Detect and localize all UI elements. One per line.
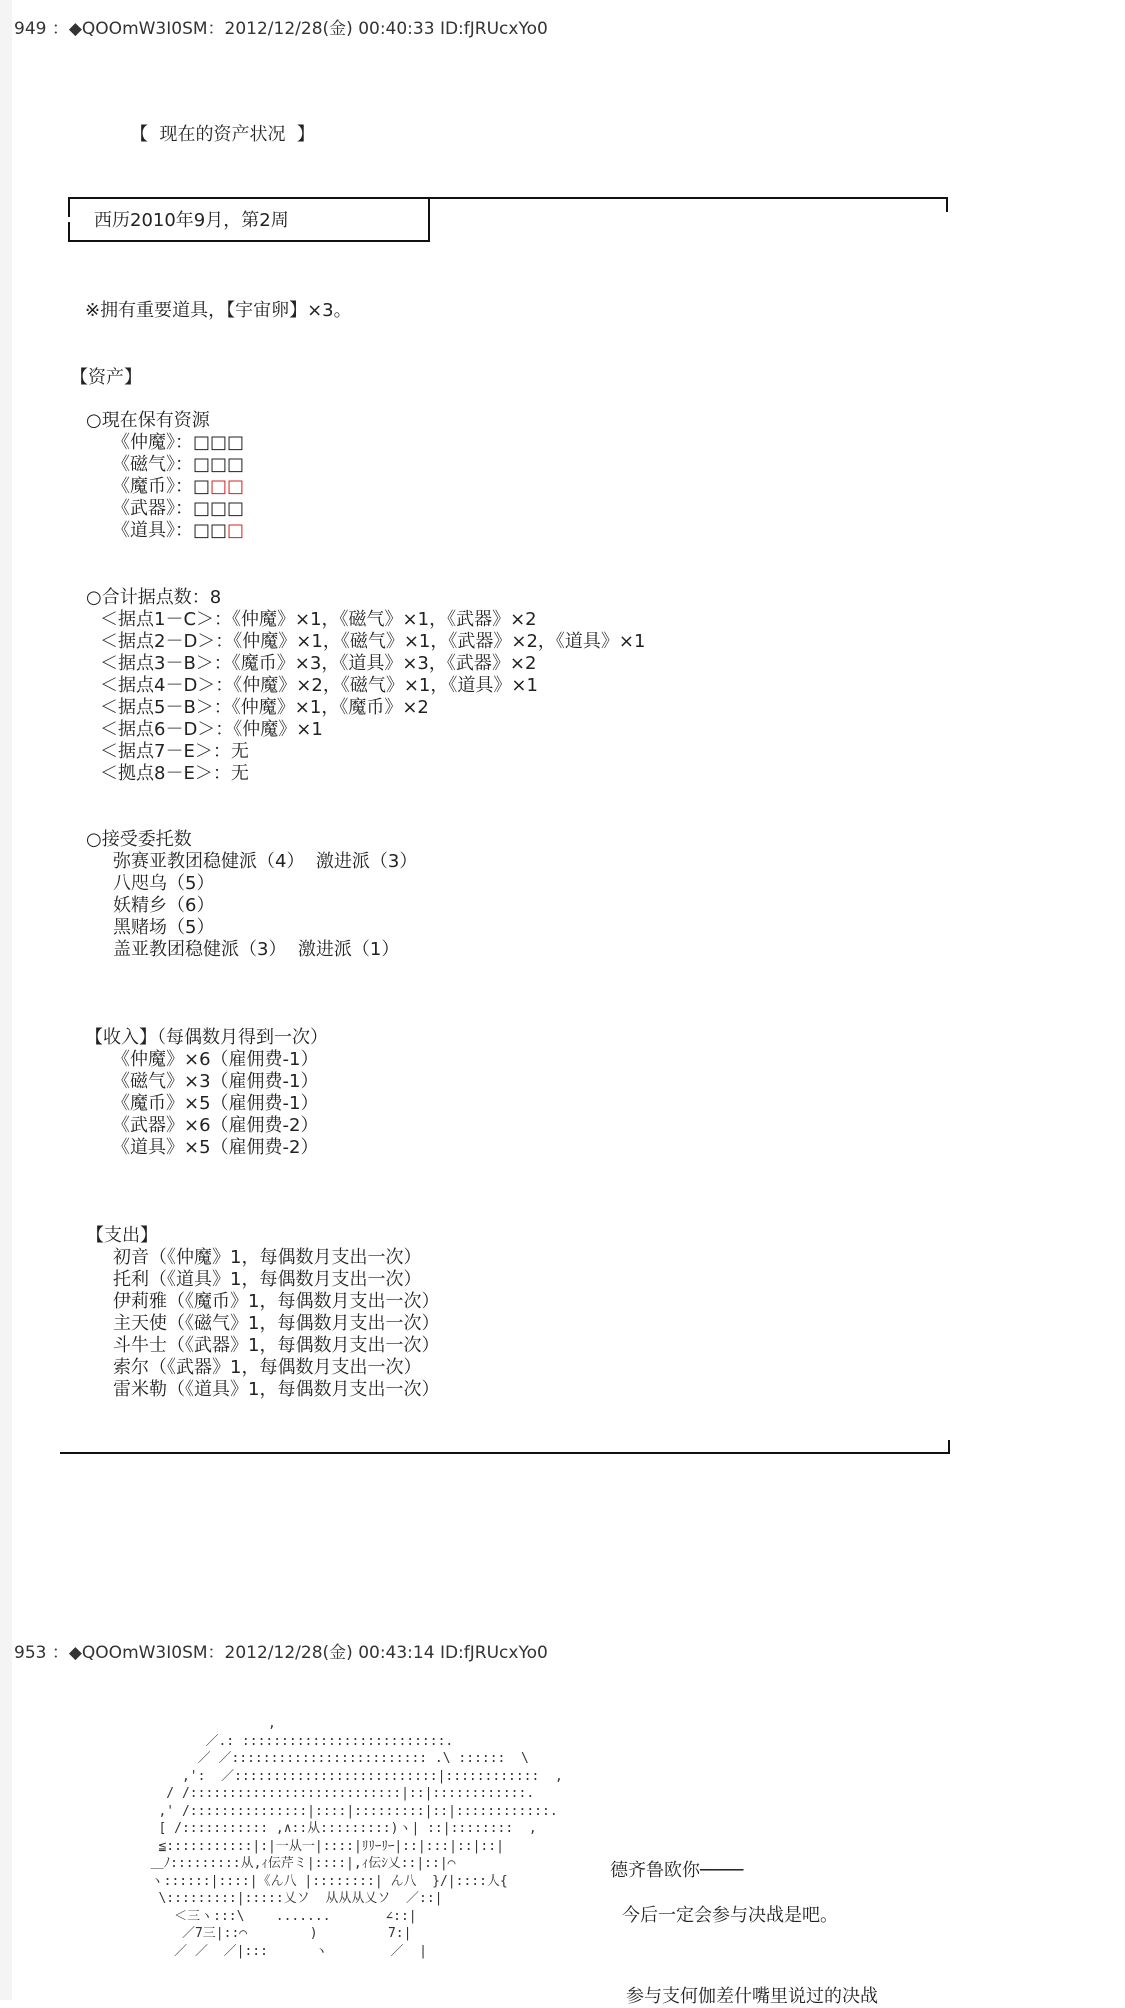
dialog-line: 今后一定会参与决战是吧。 bbox=[622, 1905, 838, 1926]
status-title: 【 现在的资产状况 】 bbox=[130, 124, 315, 145]
commission-row: 弥赛亚教团稳健派（4） 激进派（3） bbox=[113, 851, 418, 872]
expense-row: 托利（《道具》1，每偶数月支出一次） bbox=[113, 1269, 422, 1290]
frame-inner-divider bbox=[428, 197, 430, 242]
frame-left-tick bbox=[68, 197, 70, 217]
ascii-art-character: , ／.: ::::::::::::::::::::::::::. ／ ／::::::::::::::::::::::::: .\ :::::: \ ,': ／::::::::::::::::::::::::::|:::::::::::: , / /:::::::::::::::::::::::::::|::|::::::::::::. ,' /:::::::::::::::|::::|:::::::::|::|::::::::::::. [ /::::::::::: ,∧::从:::::::::)ヽ| ::|:::::::: , ≦:::::::::::|:|一从一|::::|ﾘﾘｰﾘｰ|::|:::|::|::| ＿ﾉ:::::::::从,ｨ伝芹ミ|::::|,ｨ伝ｼ乂::|::|⌒ ヽ::::::|::::|《ん八 |::::::::| ん八 }/|::::人{ \:::::::::|:::::乂ソ 从从从乂ソ ／::| ＜三ヽ:::\ ....... ∠::| ／7三|::⌒ ) 7:| ／ ／ ／|::: ヽ ／ | bbox=[150, 1716, 563, 1959]
post-header-949: 949 ：◆QOOmW3I0SM：2012/12/28(金) 00:40:33 ID:fJRUcxYo0 bbox=[14, 19, 548, 39]
frame-left-tick-lower bbox=[68, 222, 70, 242]
base-row: ＜据点2－D＞：《仲魔》×1，《磁气》×1，《武器》×2，《道具》×1 bbox=[100, 631, 646, 652]
frame-bottom-right-tick bbox=[948, 1440, 950, 1454]
frame-top-border bbox=[68, 197, 948, 199]
commission-row: 盖亚教团稳健派（3） 激进派（1） bbox=[113, 939, 400, 960]
expenses-header: 【支出】 bbox=[86, 1225, 158, 1246]
assets-header: 【资产】 bbox=[70, 367, 142, 388]
resource-row: 《仲魔》：□□□ bbox=[112, 432, 245, 453]
commissions-header: ○接受委托数 bbox=[86, 829, 192, 850]
date-box-bottom bbox=[68, 240, 430, 242]
base-row: ＜拠点8－E＞：无 bbox=[100, 763, 249, 784]
date-label: 西历2010年9月，第2周 bbox=[94, 210, 289, 231]
base-row: ＜据点6－D＞：《仲魔》×1 bbox=[100, 719, 323, 740]
expense-row: 伊莉雅（《魔币》1，每偶数月支出一次） bbox=[113, 1291, 440, 1312]
dialog-line: 参与支何伽差什嘴里说过的决战 bbox=[626, 1986, 878, 2007]
resource-row: 《道具》：□□□ bbox=[112, 520, 245, 541]
resources-header: ○現在保有资源 bbox=[86, 410, 210, 431]
expense-row: 主天使（《磁气》1，每偶数月支出一次） bbox=[113, 1313, 440, 1334]
left-margin-strip bbox=[0, 0, 12, 2000]
frame-bottom-border bbox=[60, 1452, 950, 1454]
commission-row: 黑赌场（5） bbox=[113, 917, 215, 938]
post-header-953: 953 ：◆QOOmW3I0SM：2012/12/28(金) 00:43:14 ID:fJRUcxYo0 bbox=[14, 1643, 548, 1663]
base-row: ＜据点3－B＞：《魔币》×3，《道具》×3，《武器》×2 bbox=[100, 653, 537, 674]
expense-row: 雷米勒（《道具》1，每偶数月支出一次） bbox=[113, 1379, 440, 1400]
income-row: 《魔币》×5（雇佣费-1） bbox=[112, 1093, 319, 1114]
income-row: 《武器》×6（雇佣费-2） bbox=[112, 1115, 319, 1136]
frame-right-tick bbox=[946, 197, 948, 212]
expense-row: 斗牛士（《武器》1，每偶数月支出一次） bbox=[113, 1335, 440, 1356]
resource-row: 《武器》：□□□ bbox=[112, 498, 245, 519]
commission-row: 妖精乡（6） bbox=[113, 895, 215, 916]
income-header: 【收入】（每偶数月得到一次） bbox=[85, 1027, 328, 1048]
resource-row: 《魔币》：□□□ bbox=[112, 476, 245, 497]
income-row: 《道具》×5（雇佣费-2） bbox=[112, 1137, 319, 1158]
speaker-line: 德齐鲁欧你──── bbox=[610, 1860, 744, 1881]
important-item-note: ※拥有重要道具，【宇宙卵】×3。 bbox=[85, 300, 352, 321]
base-row: ＜据点5－B＞：《仲魔》×1，《魔币》×2 bbox=[100, 697, 429, 718]
expense-row: 初音（《仲魔》1，每偶数月支出一次） bbox=[113, 1247, 422, 1268]
base-row: ＜据点1－C＞：《仲魔》×1，《磁气》×1，《武器》×2 bbox=[100, 609, 537, 630]
commission-row: 八咫乌（5） bbox=[113, 873, 215, 894]
base-row: ＜据点4－D＞：《仲魔》×2，《磁气》×1，《道具》×1 bbox=[100, 675, 538, 696]
bases-header: ○合计据点数：8 bbox=[86, 587, 222, 608]
base-row: ＜据点7－E＞：无 bbox=[100, 741, 249, 762]
income-row: 《仲魔》×6（雇佣费-1） bbox=[112, 1049, 319, 1070]
expense-row: 索尔（《武器》1，每偶数月支出一次） bbox=[113, 1357, 422, 1378]
income-row: 《磁气》×3（雇佣费-1） bbox=[112, 1071, 319, 1092]
resource-row: 《磁气》：□□□ bbox=[112, 454, 245, 475]
